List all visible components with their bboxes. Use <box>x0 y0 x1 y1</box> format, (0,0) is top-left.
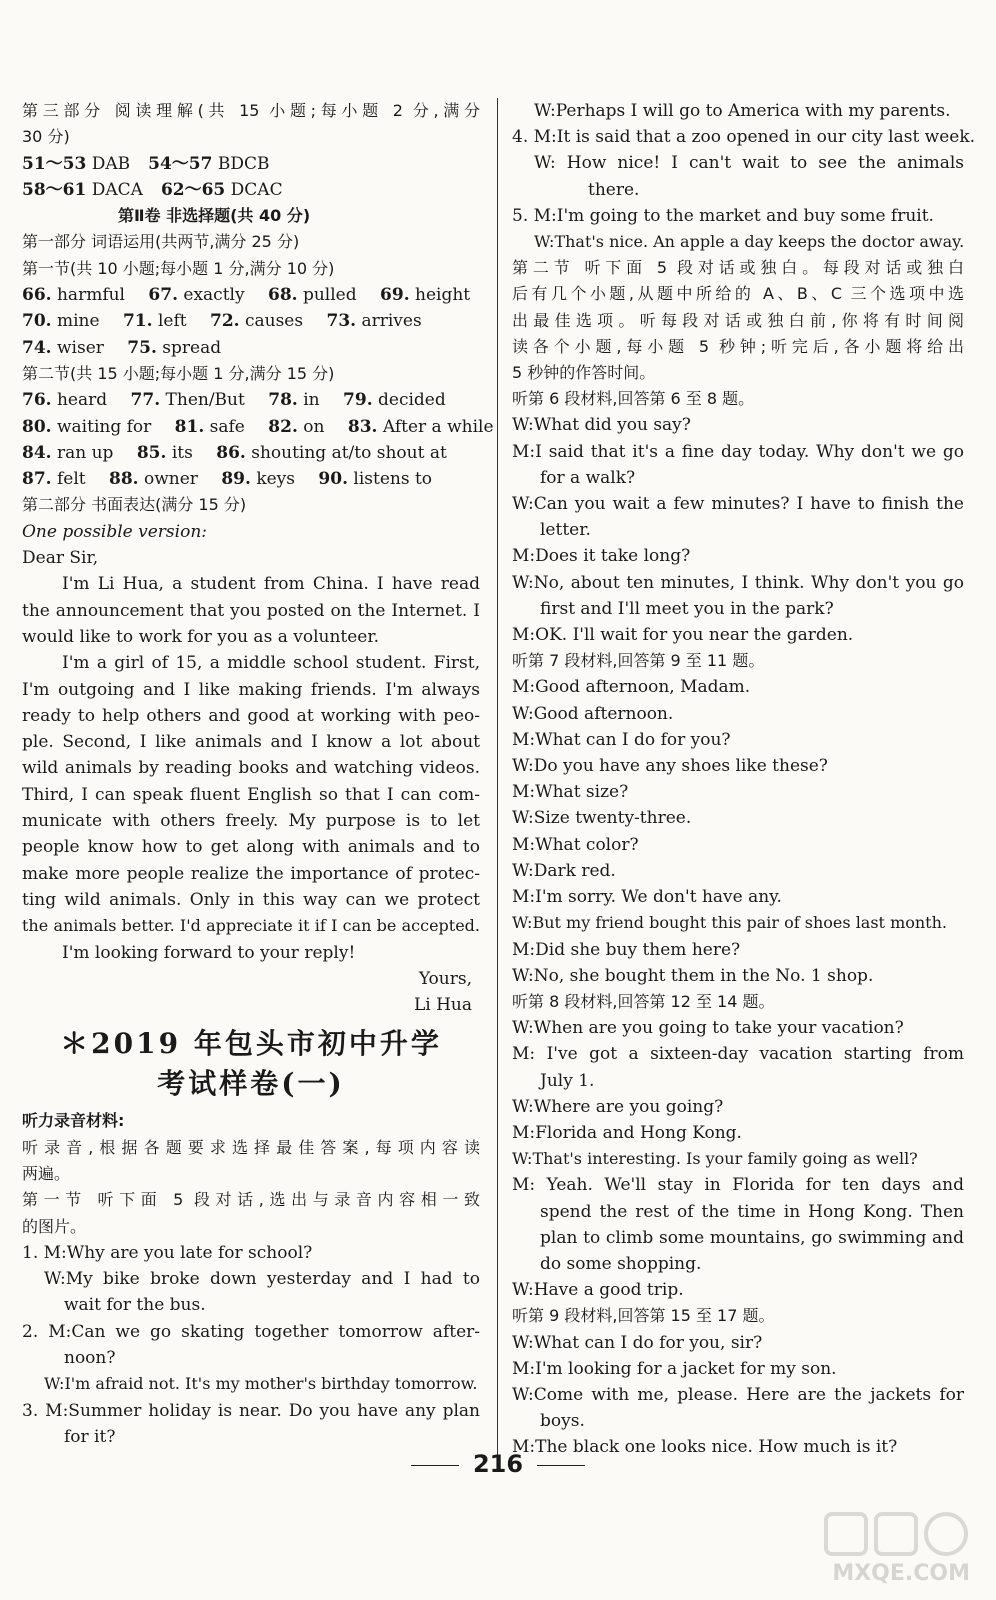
dialogue-line: for it? <box>64 1426 116 1447</box>
dialogue-line: M: I've got a sixteen-day vacation starting from <box>512 1044 964 1065</box>
dialogue-line: W:Good afternoon. <box>512 703 674 724</box>
dialogue-line: W:No, she bought them in the No. 1 shop. <box>512 965 874 986</box>
listening-section1-cont: 的图片。 <box>22 1216 87 1236</box>
dialogue-line: 3. M:Summer holiday is near. Do you have any plan <box>22 1400 480 1421</box>
dialogue-line: W:I'm afraid not. It's my mother's birthday tomorrow. <box>44 1374 478 1394</box>
part3-heading: 第三部分 阅读理解(共 15 小题;每小题 2 分,满分 <box>22 101 480 120</box>
material-heading: 听第 6 段材料,回答第 6 至 8 题。 <box>512 389 755 409</box>
letter-line: ready to help others and good at working with peo- <box>22 705 480 726</box>
dialogue-line: W:That's nice. An apple a day keeps the doctor away. <box>534 232 965 252</box>
dialogue-line: there. <box>588 179 640 200</box>
dialogue-line: W:When are you going to take your vacation? <box>512 1018 904 1039</box>
dialogue-line: 5. M:I'm going to the market and buy some fruit. <box>512 205 934 226</box>
part3-heading-cont: 30 分) <box>22 127 70 147</box>
listening-section1: 第一节 听下面 5 段对话,选出与录音内容相一致 <box>22 1190 480 1210</box>
listening-heading: 听力录音材料: <box>22 1111 125 1131</box>
version-label: One possible version: <box>22 521 207 542</box>
letter-line: ting wild animals. Only in this way can we protect <box>22 889 480 910</box>
letter-line: make more people realize the importance of protec- <box>22 863 480 884</box>
dialogue-line: W:What did you say? <box>512 415 691 436</box>
dialogue-line: W:Come with me, please. Here are the jackets for <box>512 1384 964 1405</box>
letter-line: I'm looking forward to your reply! <box>62 942 356 963</box>
dialogue-line: W:Dark red. <box>512 860 616 881</box>
material-heading: 听第 7 段材料,回答第 9 至 11 题。 <box>512 651 765 671</box>
section2-heading: 第二节(共 15 小题;每小题 1 分,满分 15 分) <box>22 363 335 383</box>
section2-instructions: 第二节 听下面 5 段对话或独白。每段对话或独白 <box>512 258 964 278</box>
section2-instructions: 出最佳选项。听每段对话或独白前,你将有时间阅 <box>512 310 964 330</box>
answer-row: 51～53 DAB 54～57 BDCB <box>22 153 270 174</box>
vocab-row: 70. mine 71. left 72. causes 73. arrives <box>22 311 422 332</box>
dialogue-line: M:Florida and Hong Kong. <box>512 1122 742 1143</box>
dialogue-line: W:What can I do for you, sir? <box>512 1332 763 1353</box>
dialogue-line: M:I'm looking for a jacket for my son. <box>512 1358 837 1379</box>
dialogue-line: for a walk? <box>540 467 636 488</box>
dialogue-line: M:I'm sorry. We don't have any. <box>512 887 782 908</box>
salutation: Dear Sir, <box>22 548 99 569</box>
dialogue-line: M:What can I do for you? <box>512 729 731 750</box>
vocab-row: 76. heard 77. Then/But 78. in 79. decided <box>22 390 446 411</box>
vocab-row: 84. ran up 85. its 86. shouting at/to shout at <box>22 442 447 463</box>
dialogue-line: W:Perhaps I will go to America with my parents. <box>534 101 951 121</box>
letter-line: I'm a girl of 15, a middle school student. First, <box>62 653 480 674</box>
listening-intro: 听录音,根据各题要求选择最佳答案,每项内容读 <box>22 1137 480 1157</box>
section2-instructions: 5 秒钟的作答时间。 <box>512 363 656 383</box>
dialogue-line: 2. M:Can we go skating together tomorrow after- <box>22 1321 480 1342</box>
dialogue-line: W:Do you have any shoes like these? <box>512 756 828 777</box>
answer-row: 58～61 DACA 62～65 DCAC <box>22 179 283 200</box>
dialogue-line: boys. <box>540 1411 585 1432</box>
exam-title: ＊2019 年包头市初中升学 考试样卷(一) <box>60 1027 442 1101</box>
material-heading: 听第 9 段材料,回答第 15 至 17 题。 <box>512 1306 775 1326</box>
dialogue-line: M:Did she buy them here? <box>512 939 741 960</box>
vocab-row: 80. waiting for 81. safe 82. on 83. After a while <box>22 416 494 437</box>
part1-heading: 第一部分 词语运用(共两节,满分 25 分) <box>22 232 300 252</box>
dialogue-line: W: How nice! I can't wait to see the animals <box>534 153 964 174</box>
dialogue-line: 4. M:It is said that a zoo opened in our city last week. <box>512 127 976 148</box>
letter-line: wild animals by reading books and watching videos. <box>22 758 480 779</box>
vocab-row: 66. harmful 67. exactly 68. pulled 69. height <box>22 285 471 306</box>
listening-intro-cont: 两遍。 <box>22 1163 71 1183</box>
dialogue-line: W:Have a good trip. <box>512 1280 684 1301</box>
dialogue-line: M:OK. I'll wait for you near the garden. <box>512 625 854 646</box>
vocab-row: 87. felt 88. owner 89. keys 90. listens to <box>22 469 433 490</box>
letter-line: I'm Li Hua, a student from China. I have read <box>62 574 480 595</box>
dialogue-line: noon? <box>64 1348 116 1369</box>
dialogue-line: W:Where are you going? <box>512 1096 724 1117</box>
dialogue-line: M:Good afternoon, Madam. <box>512 677 751 698</box>
dialogue-line: M:What size? <box>512 782 629 803</box>
letter-line: municate with others freely. My purpose is to let <box>22 811 480 832</box>
dialogue-line: M:I said that it's a fine day today. Why don't we go <box>512 441 964 462</box>
dialogue-line: wait for the bus. <box>64 1295 206 1316</box>
section2-instructions: 读各个小题,每小题 5 秒钟;听完后,各小题将给出 <box>512 336 964 356</box>
letter-line: people know how to get along with animals and to <box>22 837 480 858</box>
watermark-logo: MXQE.COM <box>816 1506 976 1590</box>
dialogue-line: W:No, about ten minutes, I think. Why don't you go <box>512 572 964 593</box>
dialogue-line: letter. <box>540 520 591 541</box>
dialogue-line: do some shopping. <box>540 1253 702 1274</box>
letter-line: ple. Second, I like animals and I know a lot about <box>22 732 480 753</box>
letter-line: would like to work for you as a volunteer. <box>22 626 380 647</box>
dialogue-line: M:Does it take long? <box>512 546 691 567</box>
letter-signature: Li Hua <box>413 995 472 1016</box>
page-number: 216 <box>0 1450 996 1478</box>
material-heading: 听第 8 段材料,回答第 12 至 14 题。 <box>512 991 775 1011</box>
vocab-row: 74. wiser 75. spread <box>22 337 222 358</box>
watermark-icon <box>816 1506 976 1566</box>
letter-line: I'm outgoing and I like making friends. I'm always <box>22 679 480 700</box>
dialogue-line: plan to climb some mountains, go swimming and <box>540 1227 964 1248</box>
dialogue-line: W:Can you wait a few minutes? I have to finish the <box>512 494 964 515</box>
dialogue-line: July 1. <box>540 1070 595 1091</box>
section1-heading: 第一节(共 10 小题;每小题 1 分,满分 10 分) <box>22 258 335 278</box>
letter-closing: Yours, <box>418 968 472 989</box>
letter-line: the announcement that you posted on the Internet. I <box>22 600 480 621</box>
volume-heading: 第Ⅱ卷 非选择题(共 40 分) <box>118 206 311 226</box>
section2-instructions: 后有几个小题,从题中所给的 A、B、C 三个选项中选 <box>512 284 964 304</box>
dialogue-line: first and I'll meet you in the park? <box>540 598 834 619</box>
dialogue-line: spend the rest of the time in Hong Kong. Then <box>540 1201 964 1222</box>
dialogue-line: M:What color? <box>512 834 639 855</box>
left-column <box>22 98 494 1450</box>
letter-line: Third, I can speak fluent English so that I can com- <box>22 784 480 805</box>
dialogue-line: W:But my friend bought this pair of shoes last month. <box>512 913 947 933</box>
dialogue-line: M:The black one looks nice. How much is it? <box>512 1437 898 1458</box>
dialogue-line: 1. M:Why are you late for school? <box>22 1242 313 1263</box>
right-column <box>512 98 976 1461</box>
letter-line: the animals better. I'd appreciate it if I can be accepted. <box>22 916 480 936</box>
dialogue-line: W:That's interesting. Is your family going as well? <box>512 1149 918 1169</box>
column-divider <box>497 98 498 1468</box>
part2-heading: 第二部分 书面表达(满分 15 分) <box>22 495 247 515</box>
dialogue-line: W:My bike broke down yesterday and I had to <box>44 1269 480 1290</box>
dialogue-line: M: Yeah. We'll stay in Florida for ten days and <box>512 1175 964 1196</box>
dialogue-line: W:Size twenty-three. <box>512 808 692 829</box>
